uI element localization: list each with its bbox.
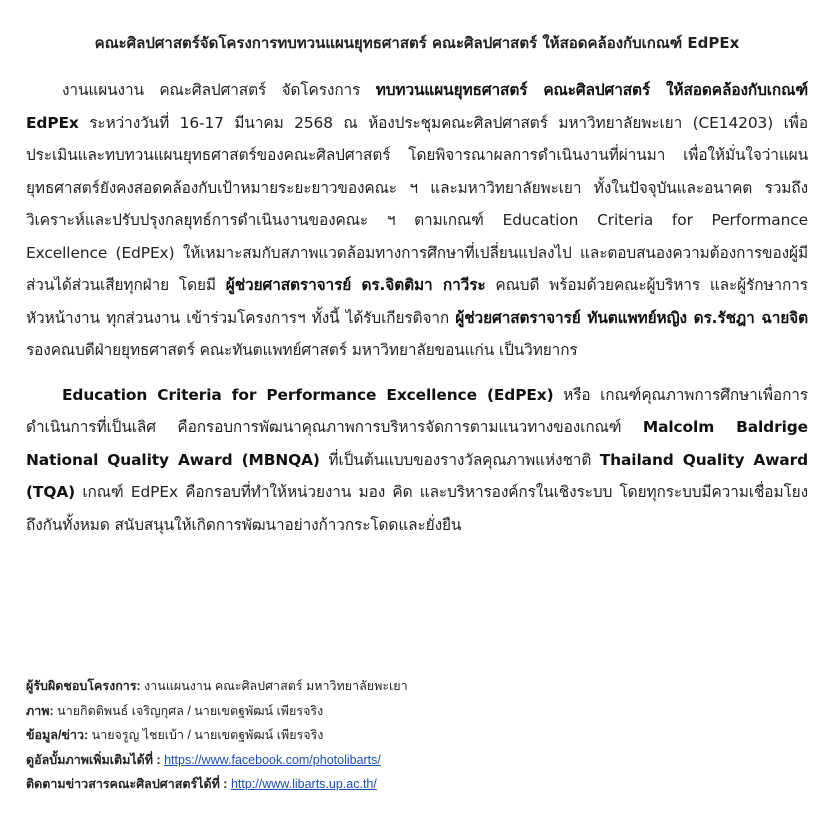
credit-responsible-value: งานแผนงาน คณะศิลปศาสตร์ มหาวิทยาลัยพะเยา [140,679,408,693]
intro-text-1: งานแผนงาน คณะศิลปศาสตร์ จัดโครงการ [62,81,376,99]
credit-photo-label: ภาพ: [26,703,54,718]
credit-responsible-label: ผู้รับผิดชอบโครงการ: [26,679,141,693]
credit-news [26,723,408,748]
credit-photo [26,699,408,724]
mbnqa-term: Malcolm Baldrige National Quality Award (MBNQA) [26,418,808,469]
article-title: คณะศิลปศาสตร์จัดโครงการทบทวนแผนยุทธศาสตร์ คณะศิลปศาสตร์ ให้สอดคล้องกับเกณฑ์ EdPEx [94,34,740,52]
credit-album [26,748,408,773]
edpex-text-2: ที่เป็นต้นแบบของรางวัลคุณภาพแห่งชาติ [319,450,600,469]
credit-news-value: นายจรูญ ไชยเบ้า / นายเขตฐพัฒน์ เพียรจริง [88,728,324,742]
dean-name: ผู้ช่วยศาสตราจารย์ ดร.จิตติมา กาวีระ [225,276,486,294]
edpex-text-1: หรือ เกณฑ์คุณภาพการศึกษาเพื่อการดำเนินการที่เป็นเลิศ คือกรอบการพัฒนาคุณภาพการบริหารจัดการตามแนวทางของเกณฑ์ [26,385,809,436]
project-name: ทบทวนแผนยุทธศาสตร์ คณะศิลปศาสตร์ ให้สอดคล้องกับเกณฑ์ EdPEx [26,81,808,132]
edpex-text-3: เกณฑ์ EdPEx คือกรอบที่ทำให้หน่วยงาน มอง คิด และบริหารองค์กรในเชิงระบบ โดยทุกระบบมีความเชื่อมโยงถึงกันทั้งหมด สนับสนุนให้เกิดการพัฒนาอย่างก้าวกระโดดและยั่งยืน [26,483,808,534]
credit-follow-label: ติดตามข่าวสารคณะศิลปศาสตร์ได้ที่ : [26,777,228,791]
credit-album-label: ดูอัลบั้มภาพเพิ่มเติมได้ที่ : [26,752,161,767]
credit-news-label: ข้อมูล/ข่าว: [26,728,89,742]
album-link[interactable]: https://www.facebook.com/photolibarts/ [164,752,381,767]
credit-follow [26,772,408,797]
intro-text-3: คณบดี พร้อมด้วยคณะผู้บริหาร และผู้รักษาการหัวหน้างาน ทุกส่วนงาน เข้าร่วมโครงการฯ ทั้งนี้ ได้รับเกียรติจาก [26,276,808,327]
website-link[interactable]: http://www.libarts.up.ac.th/ [230,777,377,791]
intro-text-2: ระหว่างวันที่ 16-17 มีนาคม 2568 ณ ห้องประชุมคณะศิลปศาสตร์ มหาวิทยาลัยพะเยา (CE14203) เพื่อประเมินและทบทวนแผนยุทธศาสตร์ของคณะศิลปศาสตร์ โดยพิจารณาผลการดำเนินงานที่ผ่านมา เพื่อให้มั่นใจว่าแผนยุทธศาสตร์ยังคงสอดคล้องกับเป้าหมายระยะยาวของคณะ ฯ และมหาวิทยาลัยพะเยา ทั้งในปัจจุบันและอนาคต รวมถึงวิเคราะห์และปรับปรุงกลยุทธ์การดำเนินงานของคณะ ฯ ตามเกณฑ์ Education Criteria for Performance Excellence (EdPEx) ให้เหมาะสมกับสภาพแวดล้อมทางการศึกษาที่เปลี่ยนแปลงไป และตอบสนองความต้องการของผู้มีส่วนได้ส่วนเสียทุกฝ่าย โดยมี [26,113,808,294]
credits [26,674,408,797]
paragraph-intro [26,74,808,367]
intro-text-4: รองคณบดีฝ่ายยุทธศาสตร์ คณะทันตแพทย์ศาสตร์ มหาวิทยาลัยขอนแก่น เป็นวิทยากร [26,341,578,359]
paragraph-edpex [26,379,808,542]
credit-responsible [26,674,408,699]
credit-photo-value: นายกิตติพนธ์ เจริญกุศล / นายเขตฐพัฒน์ เพียรจริง [53,703,324,718]
tqa-term: Thailand Quality Award (TQA) [26,450,808,501]
speaker-name: ผู้ช่วยศาสตราจารย์ ทันตแพทย์หญิง ดร.รัชฎา ฉายจิต [455,308,808,327]
edpex-term: Education Criteria for Performance Excellence (EdPEx) [62,385,554,404]
